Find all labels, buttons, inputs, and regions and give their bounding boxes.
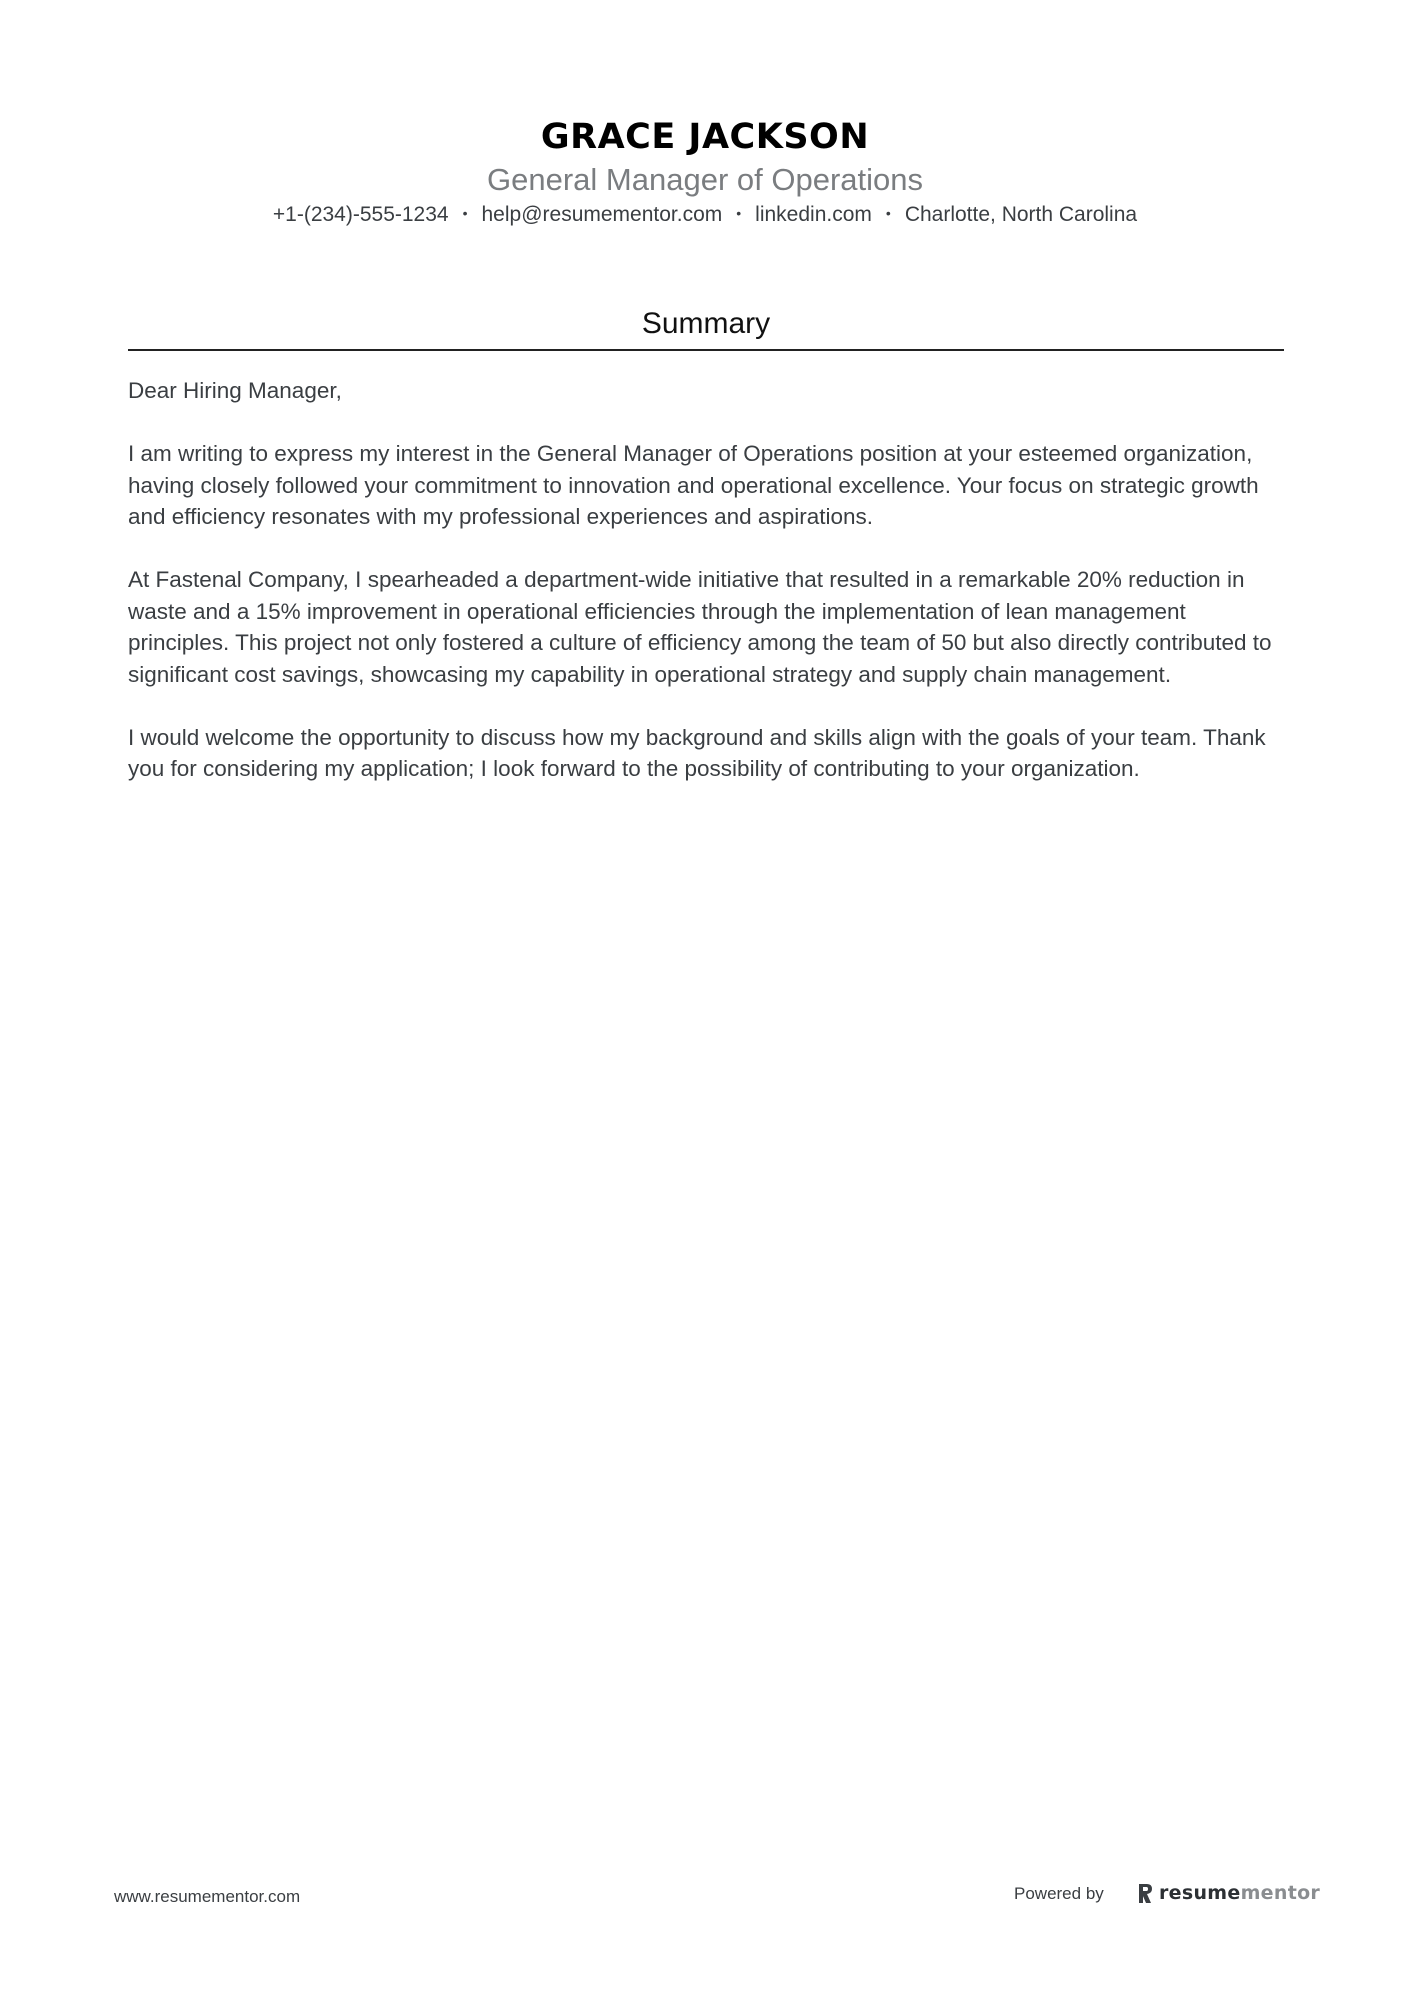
brand-wordmark-part1: resume xyxy=(1159,1882,1241,1904)
cover-letter-body xyxy=(128,375,1288,816)
letter-paragraph: I would welcome the opportunity to discuss how my background and skills align with the goals of your team. Thank you for considering my application; I look forward to the possibility of contributing to your organization. xyxy=(128,724,1266,781)
contact-separator: • xyxy=(736,205,742,221)
contact-linkedin[interactable]: linkedin.com xyxy=(755,203,872,226)
resume-header xyxy=(0,112,1410,230)
contact-line xyxy=(0,198,1410,230)
section-title-summary: Summary xyxy=(641,307,771,340)
contact-separator: • xyxy=(462,205,468,221)
contact-location: Charlotte, North Carolina xyxy=(904,203,1138,226)
letter-paragraph: I am writing to express my interest in the General Manager of Operations position at your esteemed organization, having closely followed your commitment to innovation and operational excellence. Your focus on strategic growth and efficiency resonates with my professional experiences and aspirations. xyxy=(128,441,1259,529)
powered-by-label: Powered by xyxy=(1014,1884,1104,1903)
resumementor-logo-icon xyxy=(1137,1883,1153,1904)
letter-paragraph: At Fastenal Company, I spearheaded a department-wide initiative that resulted in a remarkable 20% reduction in waste and a 15% improvement in operational efficiencies through the implementation of lean management principles. This project not only fostered a culture of efficiency among the team of 50 but also directly contributed to significant cost savings, showcasing my capability in operational strategy and supply chain management. xyxy=(128,567,1272,687)
letter-salutation: Dear Hiring Manager, xyxy=(128,378,342,403)
section-divider xyxy=(128,349,1284,351)
footer-website-link[interactable]: www.resumementor.com xyxy=(114,1887,301,1906)
brand-wordmark-part2: mentor xyxy=(1240,1882,1321,1904)
candidate-role: General Manager of Operations xyxy=(487,162,923,197)
contact-email[interactable]: help@resumementor.com xyxy=(481,203,723,226)
contact-separator: • xyxy=(885,205,891,221)
brand-wordmark xyxy=(1159,1882,1320,1904)
contact-phone: +1-(234)-555-1234 xyxy=(272,203,449,226)
candidate-name: GRACE JACKSON xyxy=(540,117,870,157)
brand-logo[interactable] xyxy=(1137,1879,1320,1907)
